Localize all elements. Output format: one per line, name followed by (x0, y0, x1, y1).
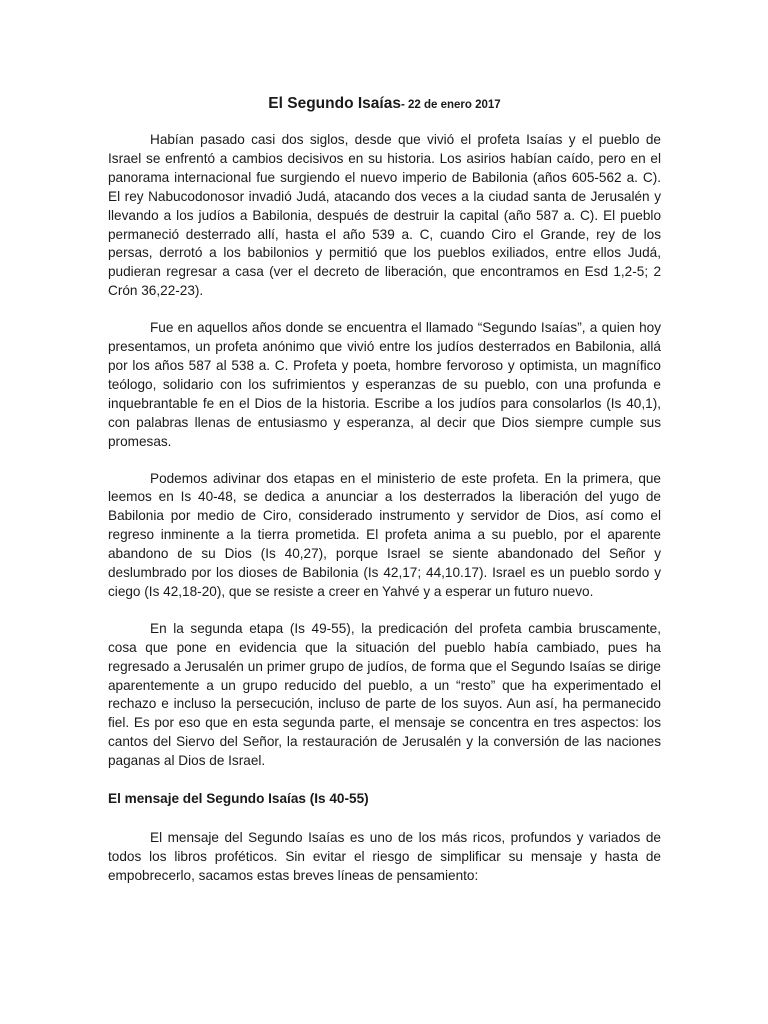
paragraph-3: Podemos adivinar dos etapas en el ministerio de este profeta. En la primera, que leemos en Is 40-48, se dedica a anunciar a los desterrados la liberación del yugo de Babilonia por medio de Ciro, considerado instrumento y servidor de Dios, así como el regreso inminente a la tierra prometida. El profeta anima a su pueblo, por el aparente abandono de su Dios (Is 40,27), porque Israel se siente abandonado del Señor y deslumbrado por los dioses de Babilonia (Is 42,17; 44,10.17). Israel es un pueblo sordo y ciego (Is 42,18-20), que se resiste a creer en Yahvé y a esperar un futuro nuevo. (108, 470, 661, 599)
title-line (108, 94, 661, 115)
paragraph-1: Habían pasado casi dos siglos, desde que vivió el profeta Isaías y el pueblo de Israel se enfrentó a cambios decisivos en su historia. Los asirios habían caído, pero en el panorama internacional fue surgiendo el nuevo imperio de Babilonia (años 605-562 a. C). El rey Nabucodonosor invadió Judá, atacando dos veces a la ciudad santa de Jerusalén y llevando a los judíos a Babilonia, después de destruir la capital (año 587 a. C). El pueblo permaneció desterrado allí, hasta el año 539 a. C, cuando Ciro el Grande, rey de los persas, derrotó a los babilonios y permitió que los pueblos exiliados, entre ellos Judá, pudieran regresar a casa (ver el decreto de liberación, que encontramos en Esd 1,2-5; 2 Crón 36,22-23). (108, 132, 661, 299)
paragraph-4: En la segunda etapa (Is 49-55), la predicación del profeta cambia bruscamente, cosa que pone en evidencia que la situación del pueblo había cambiado, pues ha regresado a Jerusalén un primer grupo de judíos, de forma que el Segundo Isaías se dirige aparentemente a un grupo reducido del pueblo, a un “resto” que ha experimentado el rechazo e incluso la persecución, incluso de parte de los suyos. Aun así, ha permanecido fiel. Es por eso que en esta segunda parte, el mensaje se concentra en tres aspectos: los cantos del Siervo del Señor, la restauración de Jerusalén y la conversión de las naciones paganas al Dios de Israel. (108, 620, 661, 769)
paragraph-2: Fue en aquellos años donde se encuentra el llamado “Segundo Isaías”, a quien hoy presentamos, un profeta anónimo que vivió entre los judíos desterrados en Babilonia, allá por los años 587 al 538 a. C. Profeta y poeta, hombre fervoroso y optimista, un magnífico teólogo, solidario con los sufrimientos y esperanzas de su pueblo, con una profunda e inquebrantable fe en el Dios de la historia. Escribe a los judíos para consolarlos (Is 40,1), con palabras llenas de entusiasmo y esperanza, al decir que Dios siempre cumple sus promesas. (108, 320, 661, 449)
document-title: El Segundo Isaías (268, 95, 401, 112)
section-heading: El mensaje del Segundo Isaías (Is 40-55) (108, 791, 369, 807)
document-body (108, 94, 661, 904)
section-paragraph: El mensaje del Segundo Isaías es uno de los más ricos, profundos y variados de todos los libros proféticos. Sin evitar el riesgo de simplificar su mensaje y hasta de empobrecerlo, sacamos estas breves líneas de pensamiento: (108, 830, 661, 883)
document-date: - 22 de enero 2017 (400, 99, 501, 111)
